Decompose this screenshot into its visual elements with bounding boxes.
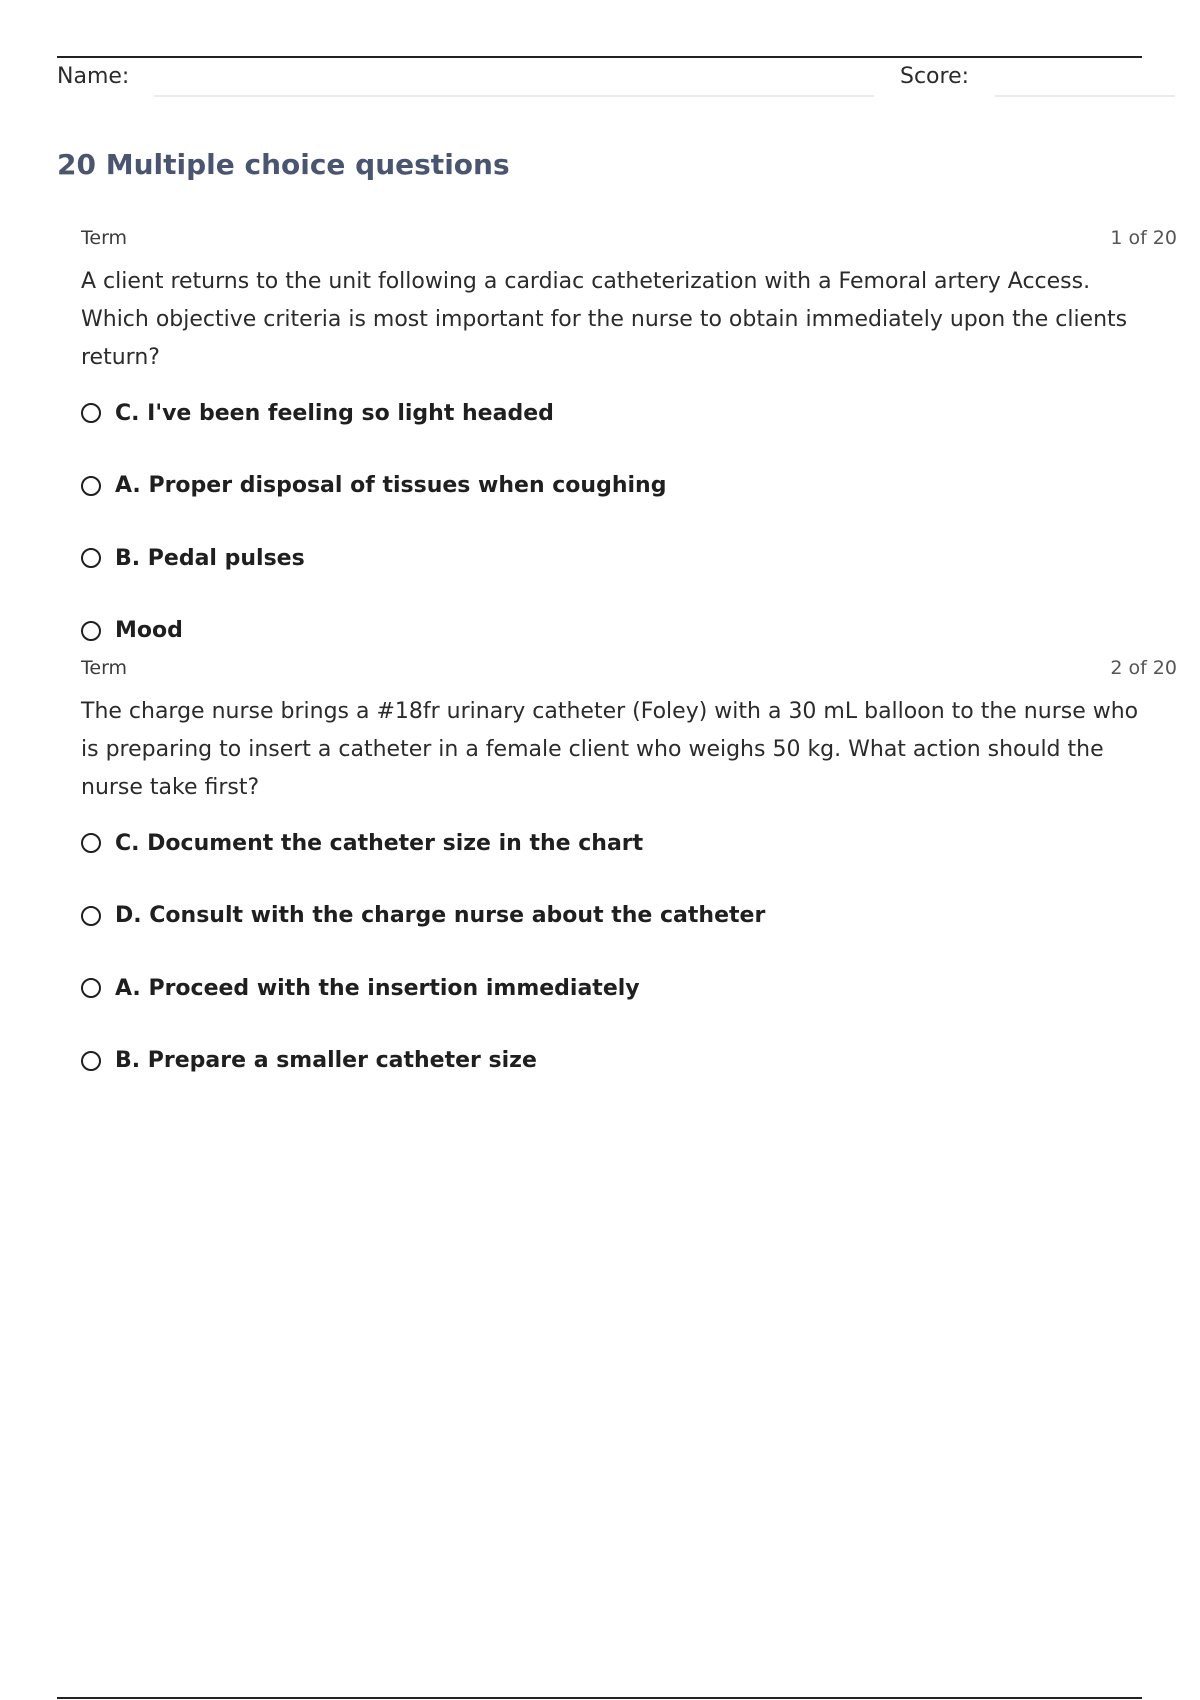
answer-options xyxy=(81,825,1177,1079)
answer-option-label: C. I've been feeling so light headed xyxy=(115,400,554,426)
term-label: Term xyxy=(81,227,128,249)
question-meta xyxy=(81,225,1177,251)
score-field[interactable] xyxy=(995,95,1175,97)
radio-button-icon[interactable] xyxy=(81,833,101,853)
answer-option[interactable] xyxy=(81,898,1177,934)
question-text: A client returns to the unit following a cardiac catheterization with a Femoral artery Access. Which objective criteria is most important for the nurse to obtain immediately upon the clients return? xyxy=(81,269,1128,370)
answer-option-label: B. Prepare a smaller catheter size xyxy=(115,1048,537,1073)
radio-button-icon[interactable] xyxy=(81,621,101,641)
answer-option[interactable] xyxy=(81,468,1177,504)
answer-option[interactable] xyxy=(81,395,1177,431)
answer-option[interactable] xyxy=(81,1043,1177,1079)
answer-option[interactable] xyxy=(81,970,1177,1006)
name-score-header xyxy=(57,62,1177,102)
radio-button-icon[interactable] xyxy=(81,978,101,998)
answer-option-label: C. Document the catheter size in the chart xyxy=(115,830,644,856)
section-title: 20 Multiple choice questions xyxy=(57,148,510,181)
question-card-1 xyxy=(81,225,1177,685)
answer-option[interactable] xyxy=(81,825,1177,861)
question-meta xyxy=(81,655,1177,681)
answer-option-label: D. Consult with the charge nurse about the catheter xyxy=(115,903,766,928)
radio-button-icon[interactable] xyxy=(81,548,101,568)
radio-button-icon[interactable] xyxy=(81,403,101,423)
term-label: Term xyxy=(81,657,128,679)
radio-button-icon[interactable] xyxy=(81,476,101,496)
answer-option-label: A. Proceed with the insertion immediately xyxy=(115,975,640,1001)
answer-option-label: Mood xyxy=(115,618,183,643)
answer-option[interactable] xyxy=(81,613,1177,649)
answer-options xyxy=(81,395,1177,649)
answer-option-label: B. Pedal pulses xyxy=(115,545,305,571)
question-card-2 xyxy=(81,655,1177,1115)
answer-option[interactable] xyxy=(81,540,1177,576)
radio-button-icon[interactable] xyxy=(81,1051,101,1071)
top-divider xyxy=(57,56,1142,58)
answer-option-label: A. Proper disposal of tissues when coughing xyxy=(115,473,667,498)
name-field[interactable] xyxy=(154,95,874,97)
question-counter: 1 of 20 xyxy=(1110,227,1177,249)
bottom-divider xyxy=(57,1697,1142,1699)
name-label: Name: xyxy=(57,64,130,89)
radio-button-icon[interactable] xyxy=(81,906,101,926)
score-label: Score: xyxy=(900,64,970,89)
question-counter: 2 of 20 xyxy=(1110,657,1177,679)
question-text: The charge nurse brings a #18fr urinary catheter (Foley) with a 30 mL balloon to the nurse who is preparing to insert a catheter in a female client who weighs 50 kg. What action should the nurse take first? xyxy=(81,699,1139,800)
